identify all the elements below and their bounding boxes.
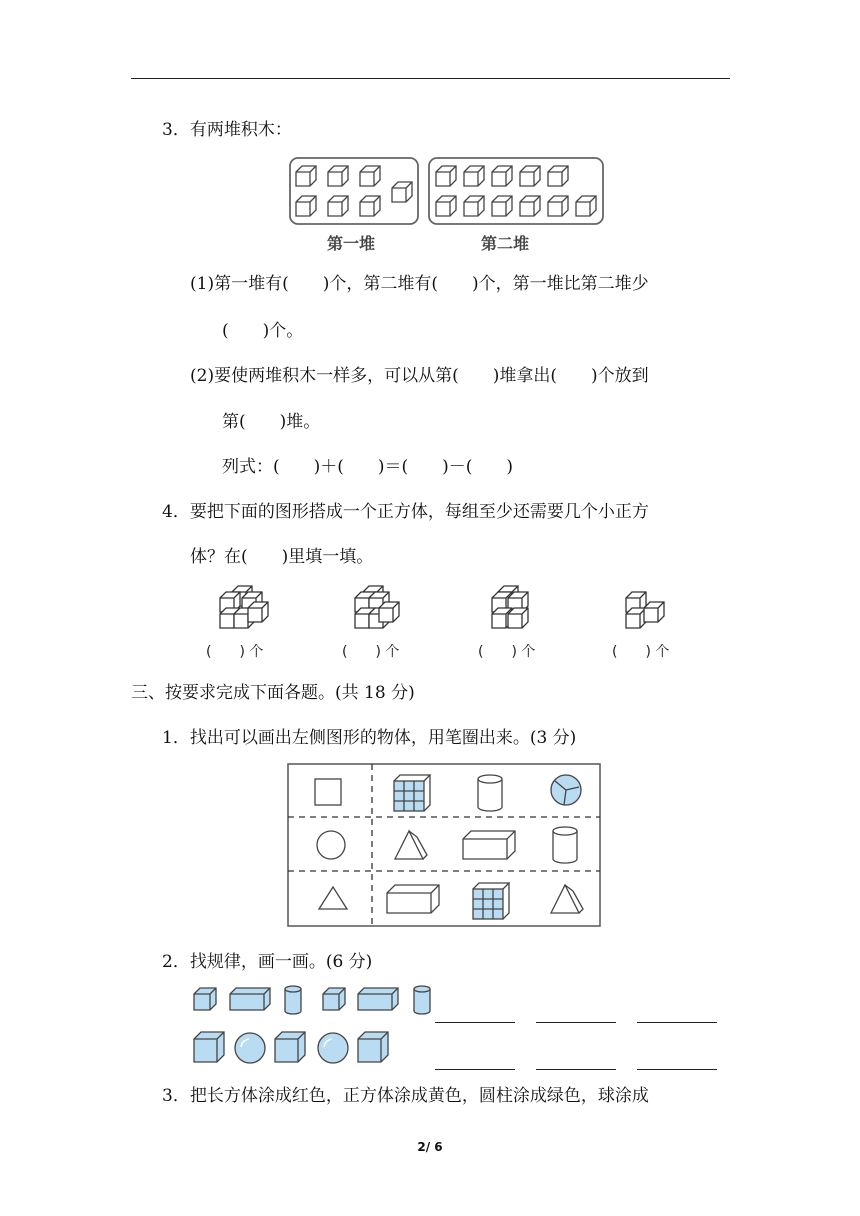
- q4-answer-1: ( ) 个: [206, 644, 264, 660]
- q4-answer-4: ( ) 个: [612, 644, 670, 660]
- page-number: 2/ 6: [417, 1140, 443, 1154]
- q3-sub1-line1: (1)第一堆有( )个，第二堆有( )个，第一堆比第二堆少: [190, 274, 649, 294]
- question-4-line2: 体？在( )里填一填。: [190, 547, 374, 567]
- answer-blank-4[interactable]: [435, 1069, 515, 1070]
- q4-answer-2: ( ) 个: [342, 644, 400, 660]
- question-3-title: 3．有两堆积木：: [162, 120, 292, 140]
- pile-1-label: 第一堆: [327, 234, 376, 253]
- pattern-row-2: [194, 1032, 388, 1063]
- pattern-figure: [190, 982, 440, 1072]
- q3-sub1-line2: ( )个。: [222, 321, 304, 341]
- section-3-q2: 2．找规律，画一画。(6 分): [162, 952, 373, 972]
- answer-blank-2[interactable]: [536, 1022, 616, 1023]
- q4-answer-3: ( ) 个: [478, 644, 536, 660]
- answer-blank-5[interactable]: [536, 1069, 616, 1070]
- pattern-row-1: [194, 986, 430, 1014]
- volleyball-icon: [551, 775, 581, 805]
- q3-formula: 列式：( )＋( )＝( )－( ): [222, 457, 514, 477]
- answer-blank-1[interactable]: [435, 1022, 515, 1023]
- cube-group-1: [220, 586, 268, 628]
- cube-groups-figure: [200, 582, 700, 632]
- header-rule: [131, 78, 730, 79]
- pile-2-label: 第二堆: [481, 234, 530, 253]
- shape-object-table: [287, 763, 601, 928]
- question-4-line1: 4．要把下面的图形搭成一个正方体，每组至少还需要几个小正方: [162, 502, 649, 522]
- answer-blank-6[interactable]: [637, 1069, 717, 1070]
- cube-group-3: [492, 586, 528, 628]
- section-3-q3: 3．把长方体涂成红色，正方体涂成黄色，圆柱涂成绿色，球涂成: [162, 1086, 649, 1106]
- answer-blank-3[interactable]: [637, 1022, 717, 1023]
- rubik-cube-icon: [394, 775, 430, 811]
- rubik-cube-icon-2: [473, 883, 509, 919]
- cube-group-2: [355, 586, 399, 628]
- cube-group-4: [626, 592, 664, 628]
- q3-sub2-line1: (2)要使两堆积木一样多，可以从第( )堆拿出( )个放到: [190, 366, 649, 386]
- section-3-heading: 三、按要求完成下面各题。(共 18 分): [131, 683, 415, 703]
- section-3-q1: 1．找出可以画出左侧图形的物体，用笔圈出来。(3 分): [162, 728, 577, 748]
- q3-sub2-line2: 第( )堆。: [222, 412, 321, 432]
